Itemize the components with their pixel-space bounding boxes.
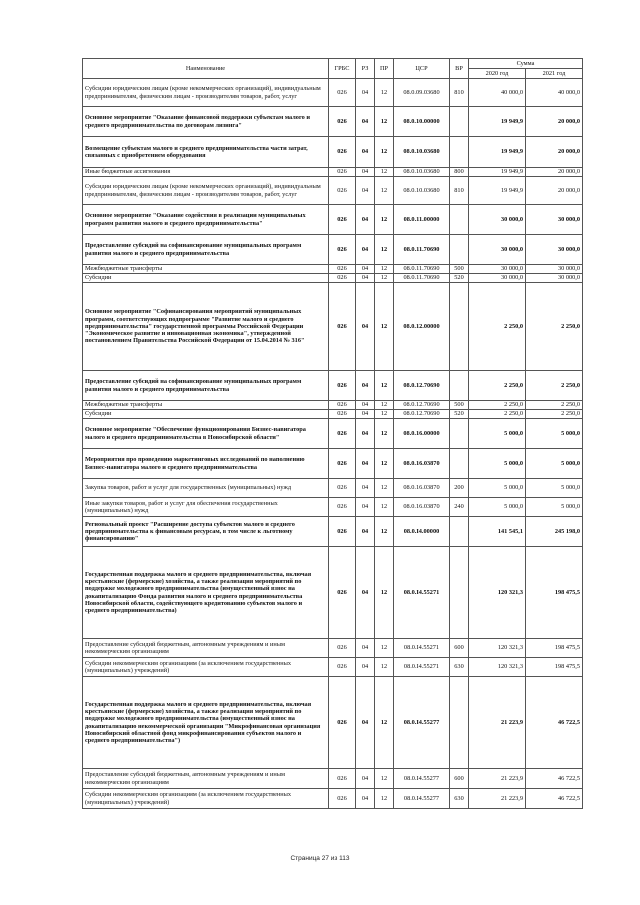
cell-pr: 12 (375, 265, 394, 274)
cell-name: Субсидии (83, 274, 329, 283)
table-row (83, 789, 583, 809)
cell-rz: 04 (356, 137, 375, 168)
cell-y2021: 2 250,0 (526, 401, 583, 410)
cell-vr (450, 677, 469, 769)
cell-pr: 12 (375, 677, 394, 769)
cell-name: Иные закупки товаров, работ и услуг для обеспечения государственных (муниципальных) нужд (83, 498, 329, 517)
cell-y2020: 21 223,9 (469, 769, 526, 789)
cell-name: Межбюджетные трансферты (83, 265, 329, 274)
cell-rz: 04 (356, 789, 375, 809)
cell-y2020: 2 250,0 (469, 371, 526, 401)
cell-y2021: 20 000,0 (526, 177, 583, 205)
cell-rz: 04 (356, 449, 375, 479)
cell-y2020: 30 000,0 (469, 205, 526, 235)
cell-grbs: 026 (329, 677, 356, 769)
table-row (83, 639, 583, 658)
cell-rz: 04 (356, 479, 375, 498)
cell-rz: 04 (356, 401, 375, 410)
cell-y2021: 5 000,0 (526, 449, 583, 479)
cell-rz: 04 (356, 235, 375, 265)
cell-name: Мероприятия про проведению маркетинговых исследований по наполнению Бизнес-навигатора малого и среднего предпринимательства (83, 449, 329, 479)
table-row (83, 235, 583, 265)
cell-y2020: 5 000,0 (469, 498, 526, 517)
cell-pr: 12 (375, 371, 394, 401)
table-row (83, 371, 583, 401)
cell-y2021: 198 475,5 (526, 639, 583, 658)
cell-vr: 600 (450, 769, 469, 789)
table-row (83, 498, 583, 517)
cell-y2020: 2 250,0 (469, 410, 526, 419)
cell-y2021: 2 250,0 (526, 371, 583, 401)
table-row (83, 419, 583, 449)
header-grbs: ГРБС (329, 59, 356, 79)
cell-csr: 08.0.09.03680 (394, 79, 450, 107)
cell-pr: 12 (375, 449, 394, 479)
cell-y2021: 2 250,0 (526, 283, 583, 371)
cell-y2021: 30 000,0 (526, 205, 583, 235)
table-row (83, 283, 583, 371)
table-row (83, 517, 583, 547)
cell-grbs: 026 (329, 107, 356, 137)
cell-pr: 12 (375, 498, 394, 517)
cell-name: Основное мероприятие "Софинансирования мероприятий муниципальных программ, соответствующих подпрограмме "Развитие малого и среднего предпринимательства" государственной программы Российской Федерации "Экономическое развитие и инновационная экономика", утвержденной постановлением Правительства Российской Федерации от 15.04.2014 № 316" (83, 283, 329, 371)
cell-name: Закупка товаров, работ и услуг для государственных (муниципальных) нужд (83, 479, 329, 498)
header-sum: Сумма (469, 59, 583, 69)
cell-grbs: 026 (329, 547, 356, 639)
cell-y2020: 19 949,9 (469, 107, 526, 137)
cell-rz: 04 (356, 639, 375, 658)
budget-table-page (82, 58, 582, 809)
cell-y2020: 21 223,9 (469, 789, 526, 809)
cell-y2020: 19 949,9 (469, 177, 526, 205)
cell-pr: 12 (375, 401, 394, 410)
cell-y2020: 30 000,0 (469, 235, 526, 265)
cell-y2021: 30 000,0 (526, 274, 583, 283)
cell-rz: 04 (356, 410, 375, 419)
cell-rz: 04 (356, 265, 375, 274)
cell-vr (450, 235, 469, 265)
cell-name: Основное мероприятие "Оказание содействия в реализации муниципальных программ развития малого и среднего предпринимательства" (83, 205, 329, 235)
cell-y2021: 5 000,0 (526, 419, 583, 449)
cell-grbs: 026 (329, 449, 356, 479)
table-row (83, 410, 583, 419)
cell-pr: 12 (375, 283, 394, 371)
cell-name: Основное мероприятие "Обеспечение функционирования Бизнес-навигатора малого и среднего предпринимательства в Новосибирской области" (83, 419, 329, 449)
cell-vr: 520 (450, 274, 469, 283)
cell-pr: 12 (375, 547, 394, 639)
cell-y2021: 46 722,5 (526, 789, 583, 809)
cell-name: Государственная поддержка малого и среднего предпринимательства, включая крестьянские (фермерские) хозяйства, а также реализация мероприятий по поддержке молодежного предпринимательства (имущественный взнос на докапитализацию Фонда развития малого и среднего предпринимательства Новосибирской области, содействующего кредитованию субъектов малого и среднего предпринимательства) (83, 547, 329, 639)
table-body (83, 79, 583, 809)
cell-pr: 12 (375, 79, 394, 107)
cell-csr: 08.0.I4.55271 (394, 658, 450, 677)
table-row (83, 177, 583, 205)
cell-csr: 08.0.12.70690 (394, 401, 450, 410)
table-row (83, 205, 583, 235)
cell-y2020: 30 000,0 (469, 265, 526, 274)
cell-vr (450, 205, 469, 235)
cell-y2020: 5 000,0 (469, 449, 526, 479)
cell-grbs: 026 (329, 410, 356, 419)
cell-csr: 08.0.12.00000 (394, 283, 450, 371)
table-row (83, 274, 583, 283)
cell-y2020: 120 321,3 (469, 639, 526, 658)
cell-rz: 04 (356, 168, 375, 177)
cell-csr: 08.0.I4.55277 (394, 769, 450, 789)
table-row (83, 79, 583, 107)
cell-name: Предоставление субсидий на софинансирование муниципальных программ развития малого и среднего предпринимательства (83, 235, 329, 265)
cell-csr: 08.0.I4.55271 (394, 639, 450, 658)
cell-grbs: 026 (329, 371, 356, 401)
cell-grbs: 026 (329, 419, 356, 449)
cell-rz: 04 (356, 177, 375, 205)
cell-pr: 12 (375, 107, 394, 137)
cell-pr: 12 (375, 639, 394, 658)
cell-y2020: 2 250,0 (469, 283, 526, 371)
cell-y2021: 46 722,5 (526, 769, 583, 789)
cell-csr: 08.0.16.03870 (394, 449, 450, 479)
cell-pr: 12 (375, 658, 394, 677)
table-row (83, 449, 583, 479)
cell-y2021: 2 250,0 (526, 410, 583, 419)
cell-csr: 08.0.10.03680 (394, 168, 450, 177)
cell-rz: 04 (356, 677, 375, 769)
cell-vr: 500 (450, 265, 469, 274)
cell-vr: 810 (450, 177, 469, 205)
cell-vr (450, 283, 469, 371)
cell-pr: 12 (375, 137, 394, 168)
cell-csr: 08.0.16.00000 (394, 419, 450, 449)
header-year-2021: 2021 год (526, 69, 583, 79)
table-row (83, 107, 583, 137)
cell-vr (450, 137, 469, 168)
cell-y2021: 20 000,0 (526, 137, 583, 168)
cell-rz: 04 (356, 371, 375, 401)
cell-vr (450, 517, 469, 547)
cell-grbs: 026 (329, 235, 356, 265)
cell-vr: 600 (450, 639, 469, 658)
cell-rz: 04 (356, 107, 375, 137)
cell-y2021: 5 000,0 (526, 479, 583, 498)
cell-grbs: 026 (329, 517, 356, 547)
cell-pr: 12 (375, 410, 394, 419)
cell-y2021: 30 000,0 (526, 265, 583, 274)
cell-vr: 200 (450, 479, 469, 498)
cell-name: Иные бюджетные ассигнования (83, 168, 329, 177)
cell-rz: 04 (356, 498, 375, 517)
table-row (83, 265, 583, 274)
table-row (83, 168, 583, 177)
cell-y2020: 40 000,0 (469, 79, 526, 107)
cell-grbs: 026 (329, 137, 356, 168)
cell-csr: 08.0.10.00000 (394, 107, 450, 137)
cell-y2021: 30 000,0 (526, 235, 583, 265)
cell-vr (450, 419, 469, 449)
cell-vr (450, 371, 469, 401)
cell-grbs: 026 (329, 479, 356, 498)
cell-csr: 08.0.I4.55277 (394, 677, 450, 769)
header-vr: ВР (450, 59, 469, 79)
cell-y2020: 30 000,0 (469, 274, 526, 283)
cell-y2020: 5 000,0 (469, 419, 526, 449)
cell-rz: 04 (356, 769, 375, 789)
cell-csr: 08.0.10.03680 (394, 137, 450, 168)
cell-csr: 08.0.12.70690 (394, 410, 450, 419)
cell-csr: 08.0.11.70690 (394, 265, 450, 274)
cell-grbs: 026 (329, 769, 356, 789)
cell-rz: 04 (356, 205, 375, 235)
cell-grbs: 026 (329, 265, 356, 274)
page-number: Страница 27 из 113 (290, 855, 350, 862)
cell-y2020: 120 321,3 (469, 658, 526, 677)
cell-pr: 12 (375, 235, 394, 265)
cell-pr: 12 (375, 168, 394, 177)
table-row (83, 547, 583, 639)
cell-pr: 12 (375, 205, 394, 235)
cell-csr: 08.0.16.03870 (394, 479, 450, 498)
cell-rz: 04 (356, 283, 375, 371)
cell-y2021: 245 198,0 (526, 517, 583, 547)
header-name: Наименование (83, 59, 329, 79)
cell-grbs: 026 (329, 79, 356, 107)
cell-vr: 630 (450, 658, 469, 677)
cell-y2020: 5 000,0 (469, 479, 526, 498)
cell-grbs: 026 (329, 639, 356, 658)
cell-grbs: 026 (329, 283, 356, 371)
table-row (83, 479, 583, 498)
cell-vr: 800 (450, 168, 469, 177)
cell-pr: 12 (375, 177, 394, 205)
cell-vr: 630 (450, 789, 469, 809)
cell-csr: 08.0.I4.55277 (394, 789, 450, 809)
cell-name: Региональный проект "Расширение доступа субъектов малого и среднего предпринимательства к финансовым ресурсам, в том числе к льготному финансированию" (83, 517, 329, 547)
cell-y2020: 2 250,0 (469, 401, 526, 410)
cell-rz: 04 (356, 547, 375, 639)
cell-y2021: 5 000,0 (526, 498, 583, 517)
cell-pr: 12 (375, 479, 394, 498)
cell-name: Субсидии юридическим лицам (кроме некоммерческих организаций), индивидуальным предпринимателям, физическим лицам - производителям товаров, работ, услуг (83, 79, 329, 107)
cell-rz: 04 (356, 419, 375, 449)
cell-name: Субсидии (83, 410, 329, 419)
cell-y2020: 141 545,1 (469, 517, 526, 547)
cell-y2020: 120 321,3 (469, 547, 526, 639)
header-pr: ПР (375, 59, 394, 79)
cell-grbs: 026 (329, 401, 356, 410)
cell-pr: 12 (375, 274, 394, 283)
cell-vr: 240 (450, 498, 469, 517)
cell-grbs: 026 (329, 177, 356, 205)
cell-name: Основное мероприятие "Оказание финансовой поддержки субъектам малого и среднего предпринимательства по договорам лизинга" (83, 107, 329, 137)
budget-table (82, 58, 583, 809)
cell-grbs: 026 (329, 274, 356, 283)
cell-y2021: 20 000,0 (526, 168, 583, 177)
cell-name: Предоставление субсидий бюджетным, автономным учреждениям и иным некоммерческим организациям (83, 639, 329, 658)
cell-csr: 08.0.10.03680 (394, 177, 450, 205)
table-row (83, 401, 583, 410)
table-row (83, 769, 583, 789)
cell-grbs: 026 (329, 205, 356, 235)
cell-name: Субсидии некоммерческим организациям (за исключением государственных (муниципальных) учреждений) (83, 658, 329, 677)
cell-csr: 08.0.I4.00000 (394, 517, 450, 547)
cell-vr: 500 (450, 401, 469, 410)
cell-pr: 12 (375, 419, 394, 449)
cell-grbs: 026 (329, 789, 356, 809)
header-year-2020: 2020 год (469, 69, 526, 79)
cell-name: Предоставление субсидий бюджетным, автономным учреждениям и иным некоммерческим организациям (83, 769, 329, 789)
cell-name: Субсидии юридическим лицам (кроме некоммерческих организаций), индивидуальным предпринимателям, физическим лицам - производителям товаров, работ, услуг (83, 177, 329, 205)
cell-name: Предоставление субсидий на софинансирование муниципальных программ развития малого и среднего предпринимательства (83, 371, 329, 401)
table-row (83, 658, 583, 677)
cell-y2020: 21 223,9 (469, 677, 526, 769)
cell-y2021: 46 722,5 (526, 677, 583, 769)
cell-pr: 12 (375, 789, 394, 809)
cell-rz: 04 (356, 79, 375, 107)
cell-csr: 08.0.11.00000 (394, 205, 450, 235)
cell-name: Субсидии некоммерческим организациям (за исключением государственных (муниципальных) учреждений) (83, 789, 329, 809)
cell-vr (450, 107, 469, 137)
cell-vr: 810 (450, 79, 469, 107)
cell-csr: 08.0.11.70690 (394, 235, 450, 265)
cell-rz: 04 (356, 274, 375, 283)
cell-y2021: 20 000,0 (526, 107, 583, 137)
cell-pr: 12 (375, 769, 394, 789)
cell-vr (450, 547, 469, 639)
cell-rz: 04 (356, 517, 375, 547)
cell-grbs: 026 (329, 498, 356, 517)
cell-y2021: 198 475,5 (526, 547, 583, 639)
table-row (83, 137, 583, 168)
cell-y2021: 40 000,0 (526, 79, 583, 107)
cell-name: Межбюджетные трансферты (83, 401, 329, 410)
cell-rz: 04 (356, 658, 375, 677)
cell-grbs: 026 (329, 168, 356, 177)
cell-csr: 08.0.12.70690 (394, 371, 450, 401)
cell-csr: 08.0.11.70690 (394, 274, 450, 283)
cell-name: Возмещение субъектам малого и среднего предпринимательства части затрат, связанных с приобретением оборудования (83, 137, 329, 168)
cell-csr: 08.0.16.03870 (394, 498, 450, 517)
cell-y2021: 198 475,5 (526, 658, 583, 677)
cell-grbs: 026 (329, 658, 356, 677)
table-row (83, 677, 583, 769)
cell-y2020: 19 949,9 (469, 168, 526, 177)
header-csr: ЦСР (394, 59, 450, 79)
cell-csr: 08.0.I4.55271 (394, 547, 450, 639)
cell-name: Государственная поддержка малого и среднего предпринимательства, включая крестьянские (фермерские) хозяйства, а также реализация мероприятий по поддержке молодежного предпринимательства (имущественный взнос на докапитализацию некоммерческой организации "Микрофинансовая организация Новосибирский областной фонд микрофинансирования субъектов малого и среднего предпринимательства") (83, 677, 329, 769)
cell-vr: 520 (450, 410, 469, 419)
header-rz: РЗ (356, 59, 375, 79)
cell-pr: 12 (375, 517, 394, 547)
cell-vr (450, 449, 469, 479)
cell-y2020: 19 949,9 (469, 137, 526, 168)
